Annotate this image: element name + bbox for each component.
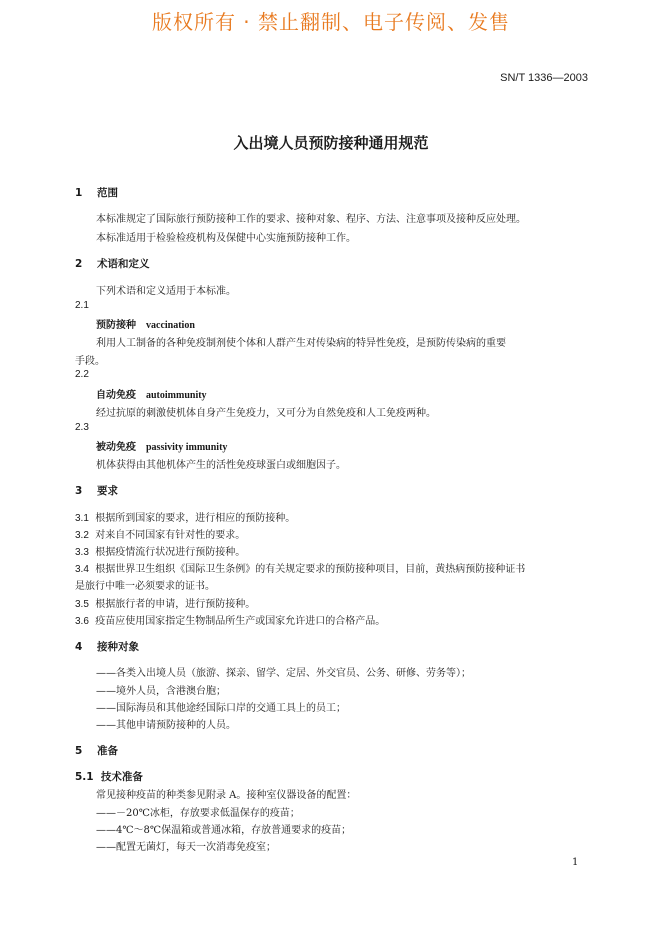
section-number: 2: [75, 258, 83, 270]
item-text: 疫苗应使用国家指定生物制品所生产或国家允许进口的合格产品。: [95, 616, 386, 627]
dash-item: ——各类入出境人员（旅游、探亲、留学、定居、外交官员、公务、研修、劳务等）；: [96, 668, 471, 679]
term-cn: 预防接种: [96, 320, 136, 331]
section-title: 要求: [97, 485, 118, 497]
list-item-continued: 是旅行中唯一必须要求的证书。: [75, 581, 215, 592]
dash-item: ——国际海员和其他途经国际口岸的交通工具上的员工；: [96, 703, 346, 714]
item-number: 3.1: [75, 513, 89, 524]
section-number: 3: [75, 485, 83, 497]
term-en: autoimmunity: [146, 390, 207, 401]
dash-item: ——配置无菌灯，每天一次消毒免疫室；: [96, 842, 276, 853]
paragraph: 本标准适用于检验检疫机构及保健中心实施预防接种工作。: [96, 233, 356, 244]
list-item: [75, 526, 245, 541]
section-5-heading: [75, 743, 118, 758]
dash-item: ——4℃～8℃保温箱或普通冰箱，存放普通要求的疫苗；: [96, 825, 352, 836]
term-cn: 被动免疫: [96, 442, 136, 453]
section-title: 准备: [97, 745, 118, 757]
term-heading: [96, 438, 227, 453]
term-en: passivity immunity: [146, 442, 228, 453]
term-en: vaccination: [146, 320, 195, 331]
paragraph: 下列术语和定义适用于本标准。: [96, 286, 236, 297]
document-title: 入出境人员预防接种通用规范: [233, 134, 429, 152]
term-number: 2.3: [75, 422, 89, 433]
section-number: 4: [75, 641, 83, 653]
item-text: 根据疫情流行状况进行预防接种。: [95, 547, 246, 558]
definition: 经过抗原的刺激使机体自身产生免疫力，又可分为自然免疫和人工免疫两种。: [96, 408, 436, 419]
list-item: [75, 595, 255, 610]
definition: 机体获得由其他机体产生的活性免疫球蛋白或细胞因子。: [96, 460, 346, 471]
subsection-title: 技术准备: [100, 771, 143, 783]
term-number: 2.2: [75, 369, 89, 380]
list-item: [75, 543, 245, 558]
list-item: [75, 509, 295, 524]
dash-item: ——境外人员，含港澳台胞；: [96, 686, 226, 697]
item-text: 根据所到国家的要求，进行相应的预防接种。: [95, 513, 296, 524]
term-heading: [96, 386, 207, 401]
item-number: 3.6: [75, 616, 89, 627]
section-number: 5: [75, 745, 83, 757]
item-text: 对来自不同国家有针对性的要求。: [95, 530, 246, 541]
item-number: 3.4: [75, 564, 89, 575]
section-4-heading: [75, 639, 139, 654]
item-number: 3.2: [75, 530, 89, 541]
section-2-heading: [75, 256, 150, 271]
section-number: 1: [75, 187, 83, 199]
term-number: 2.1: [75, 300, 89, 311]
definition: 利用人工制备的各种免疫制剂使个体和人群产生对传染病的特异性免疫，是预防传染病的重要: [96, 338, 506, 349]
term-heading: [96, 316, 195, 331]
definition-continued: 手段。: [75, 356, 105, 367]
section-title: 术语和定义: [97, 258, 150, 270]
term-cn: 自动免疫: [96, 390, 136, 401]
list-item: [75, 560, 525, 575]
section-1-heading: [75, 185, 118, 200]
standard-code: SN/T 1336—2003: [500, 72, 588, 84]
section-title: 范围: [97, 187, 118, 199]
section-3-heading: [75, 483, 118, 498]
section-title: 接种对象: [97, 641, 139, 653]
list-item: [75, 612, 385, 627]
copyright-banner: 版权所有 · 禁止翻制、电子传阅、发售: [151, 10, 511, 34]
subsection-number: 5.1: [75, 771, 94, 783]
paragraph: 本标准规定了国际旅行预防接种工作的要求、接种对象、程序、方法、注意事项及接种反应处理。: [96, 214, 526, 225]
dash-item: ——－20℃冰柜，存放要求低温保存的疫苗；: [96, 808, 300, 819]
item-number: 3.5: [75, 599, 89, 610]
page-number: 1: [572, 857, 579, 868]
item-number: 3.3: [75, 547, 89, 558]
item-text: 根据世界卫生组织《国际卫生条例》的有关规定要求的预防接种项目，目前，黄热病预防接种证书: [95, 564, 526, 575]
subsection-heading: [75, 769, 143, 784]
dash-item: ——其他申请预防接种的人员。: [96, 720, 236, 731]
paragraph: 常见接种疫苗的种类参见附录 A。接种室仪器设备的配置：: [96, 790, 357, 801]
item-text: 根据旅行者的申请，进行预防接种。: [95, 599, 256, 610]
